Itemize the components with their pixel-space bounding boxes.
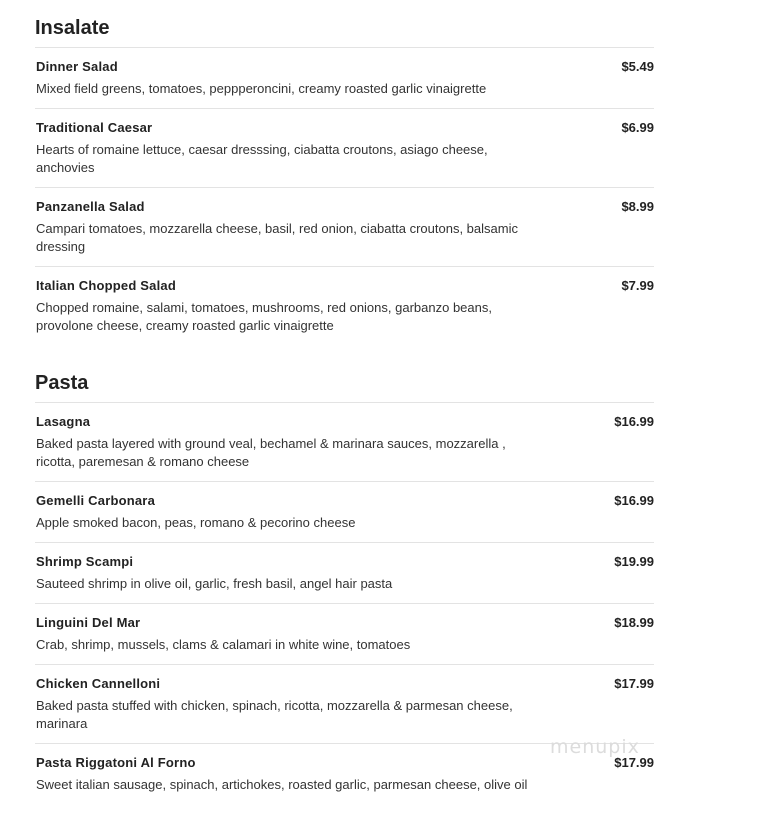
item-name: Panzanella Salad xyxy=(36,199,145,214)
item-name: Italian Chopped Salad xyxy=(36,278,176,293)
menu xyxy=(35,0,654,804)
item-price: $5.49 xyxy=(621,59,654,74)
item-price: $19.99 xyxy=(614,554,654,569)
item-price: $16.99 xyxy=(614,493,654,508)
menu-item xyxy=(35,267,654,345)
item-price: $18.99 xyxy=(614,615,654,630)
item-description: Sauteed shrimp in olive oil, garlic, fresh basil, angel hair pasta xyxy=(36,576,393,591)
menu-item xyxy=(35,665,654,744)
item-description: Mixed field greens, tomatoes, peppperoncini, creamy roasted garlic vinaigrette xyxy=(36,81,487,96)
section-title: Insalate xyxy=(35,17,110,39)
item-description: Campari tomatoes, mozzarella cheese, basil, red onion, ciabatta croutons, balsamic dressing xyxy=(36,221,518,254)
menu-item xyxy=(35,604,654,665)
section-insalate xyxy=(35,16,654,345)
menu-item xyxy=(35,48,654,109)
item-price: $16.99 xyxy=(614,414,654,429)
section-title: Pasta xyxy=(35,372,89,394)
item-price: $6.99 xyxy=(621,120,654,135)
item-name: Shrimp Scampi xyxy=(36,554,134,569)
item-name: Gemelli Carbonara xyxy=(36,493,155,508)
menu-item xyxy=(35,543,654,604)
menu-item xyxy=(35,403,654,482)
item-description: Apple smoked bacon, peas, romano & pecorino cheese xyxy=(36,515,356,530)
item-price: $17.99 xyxy=(614,755,654,770)
item-description: Chopped romaine, salami, tomatoes, mushrooms, red onions, garbanzo beans, provolone cheese, creamy roasted garlic vinaigrette xyxy=(36,300,492,333)
item-name: Chicken Cannelloni xyxy=(36,676,161,691)
menu-item xyxy=(35,482,654,543)
item-description: Sweet italian sausage, spinach, artichokes, roasted garlic, parmesan cheese, olive oil xyxy=(36,777,528,792)
item-description: Hearts of romaine lettuce, caesar dresssing, ciabatta croutons, asiago cheese, anchovies xyxy=(36,142,488,175)
item-description: Baked pasta stuffed with chicken, spinach, ricotta, mozzarella & parmesan cheese, marinara xyxy=(36,698,513,731)
item-name: Linguini Del Mar xyxy=(36,615,141,630)
item-name: Traditional Caesar xyxy=(36,120,153,135)
item-description: Baked pasta layered with ground veal, bechamel & marinara sauces, mozzarella , ricotta, paremesan & romano cheese xyxy=(36,436,506,469)
item-name: Pasta Riggatoni Al Forno xyxy=(36,755,196,770)
item-description: Crab, shrimp, mussels, clams & calamari in white wine, tomatoes xyxy=(36,637,411,652)
item-name: Lasagna xyxy=(36,414,91,429)
item-name: Dinner Salad xyxy=(36,59,118,74)
menu-item xyxy=(35,109,654,188)
item-price: $7.99 xyxy=(621,278,654,293)
item-price: $17.99 xyxy=(614,676,654,691)
watermark: menupix xyxy=(550,736,640,758)
menu-item xyxy=(35,188,654,267)
item-price: $8.99 xyxy=(621,199,654,214)
